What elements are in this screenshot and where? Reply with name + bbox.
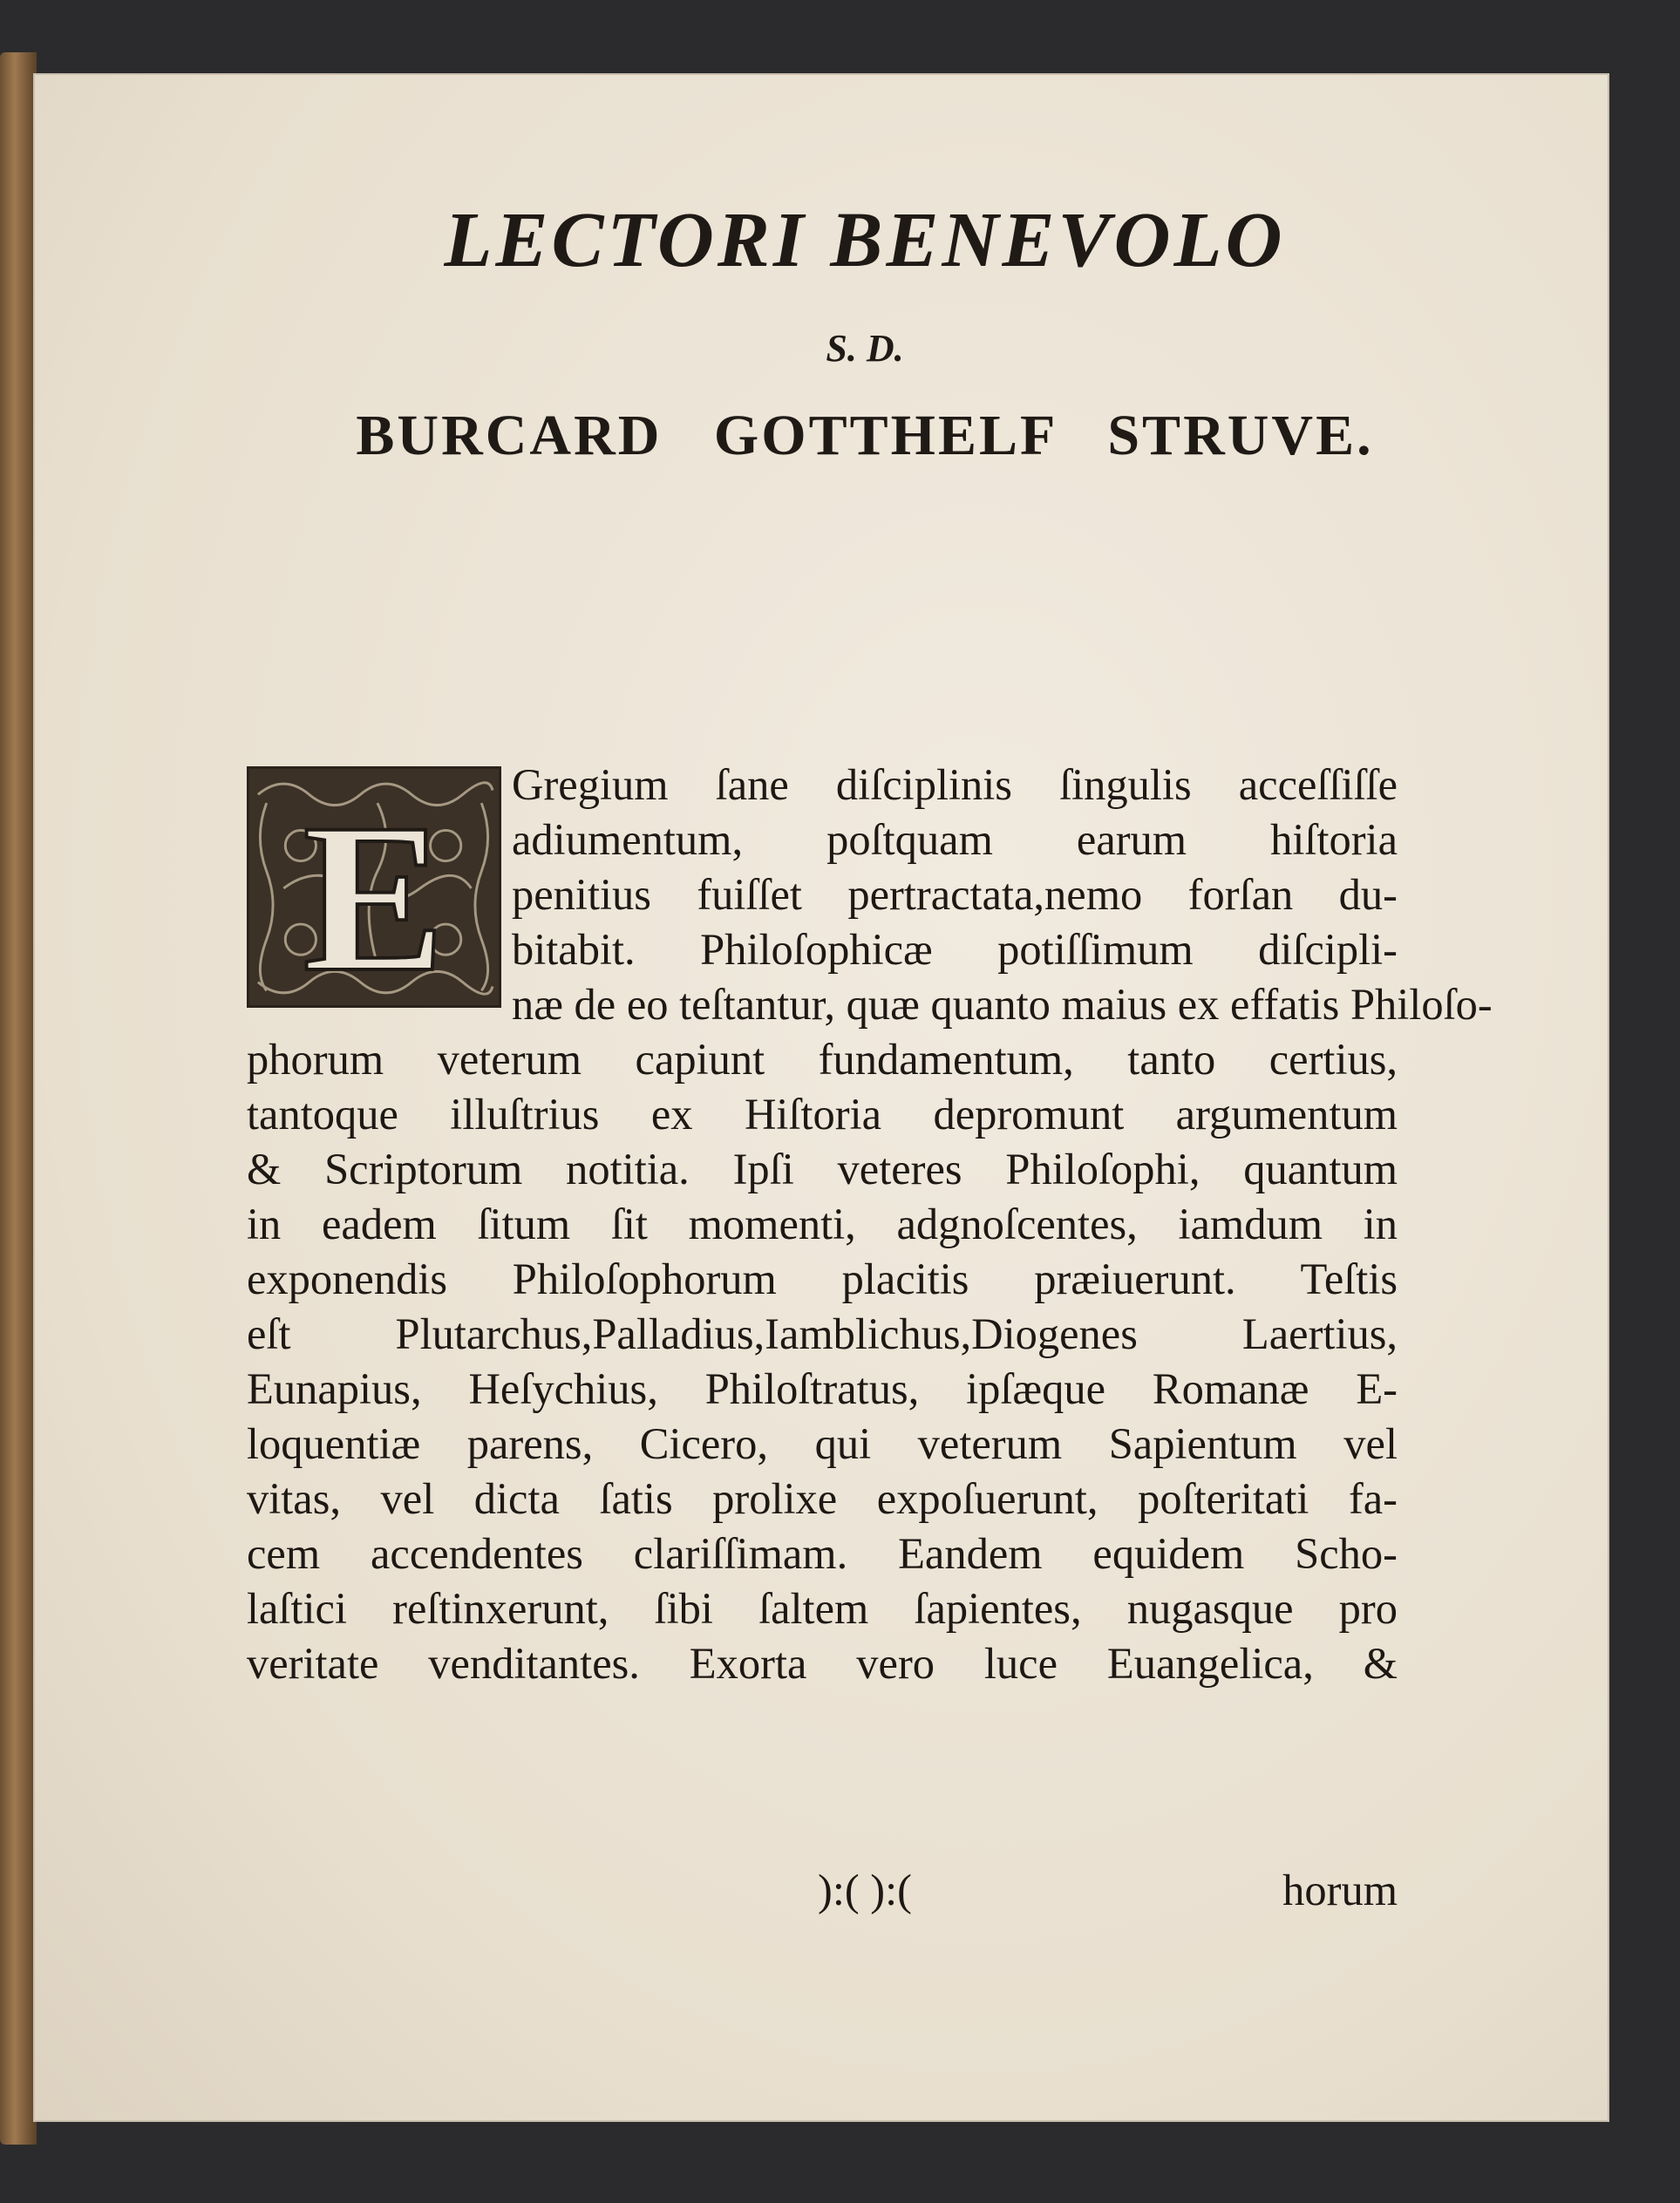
text-line: laſtici reſtinxerunt, ſibi ſaltem ſapientes, nugasque pro [247,1584,1398,1633]
salutation: S. D. [826,327,904,370]
author-name: BURCARD GOTTHELF STRUVE. [356,404,1374,467]
text-line: loquentiæ parens, Cicero, qui veterum Sapientum vel [247,1419,1398,1468]
catchword: horum [1282,1866,1398,1914]
text-line: phorum veterum capiunt fundamentum, tanto certius, [247,1035,1398,1084]
text-line: in eadem ſitum ſit momenti, adgnoſcentes, iamdum in [247,1200,1398,1248]
text-line: eſt Plutarchus,Palladius,Iamblichus,Diogenes Laertius, [247,1309,1398,1358]
text-line: Gregium ſane diſciplinis ſingulis acceſſiſſe [512,760,1398,809]
text-line: exponendis Philoſophorum placitis præiuerunt. Teſtis [247,1254,1398,1303]
page-footer [247,1865,1398,1926]
text-line: næ de eo teſtantur, quæ quanto maius ex effatis Philoſo- [512,980,1493,1029]
body-text [247,758,1493,1691]
text-line: adiumentum, poſtquam earum hiſtoria [512,815,1398,864]
book-page [33,73,1609,2122]
drop-cap-ornament [247,766,501,1008]
text-line: vitas, vel dicta ſatis prolixe expoſuerunt, poſteritati fa- [247,1474,1398,1523]
text-line: veritate venditantes. Exorta vero luce Euangelica, & [247,1639,1398,1688]
text-line: tantoque illuſtrius ex Hiſtoria depromunt argumentum [247,1090,1398,1139]
text-line: bitabit. Philoſophicæ potiſſimum diſcipli- [512,925,1398,974]
page-title: LECTORI BENEVOLO [444,197,1286,283]
text-line: cem accendentes clariſſimam. Eandem equidem Scho- [247,1529,1398,1578]
text-line: & Scriptorum notitia. Ipſi veteres Philoſophi, quantum [247,1145,1398,1193]
book-spine-edge [0,52,37,2145]
text-line: penitius fuiſſet pertractata,nemo forſan du- [512,870,1398,919]
text-line: Eunapius, Heſychius, Philoſtratus, ipſæque Romanæ E- [247,1364,1398,1413]
signature-mark: ):( ):( [818,1866,912,1914]
drop-cap-letter: E [303,779,446,1005]
